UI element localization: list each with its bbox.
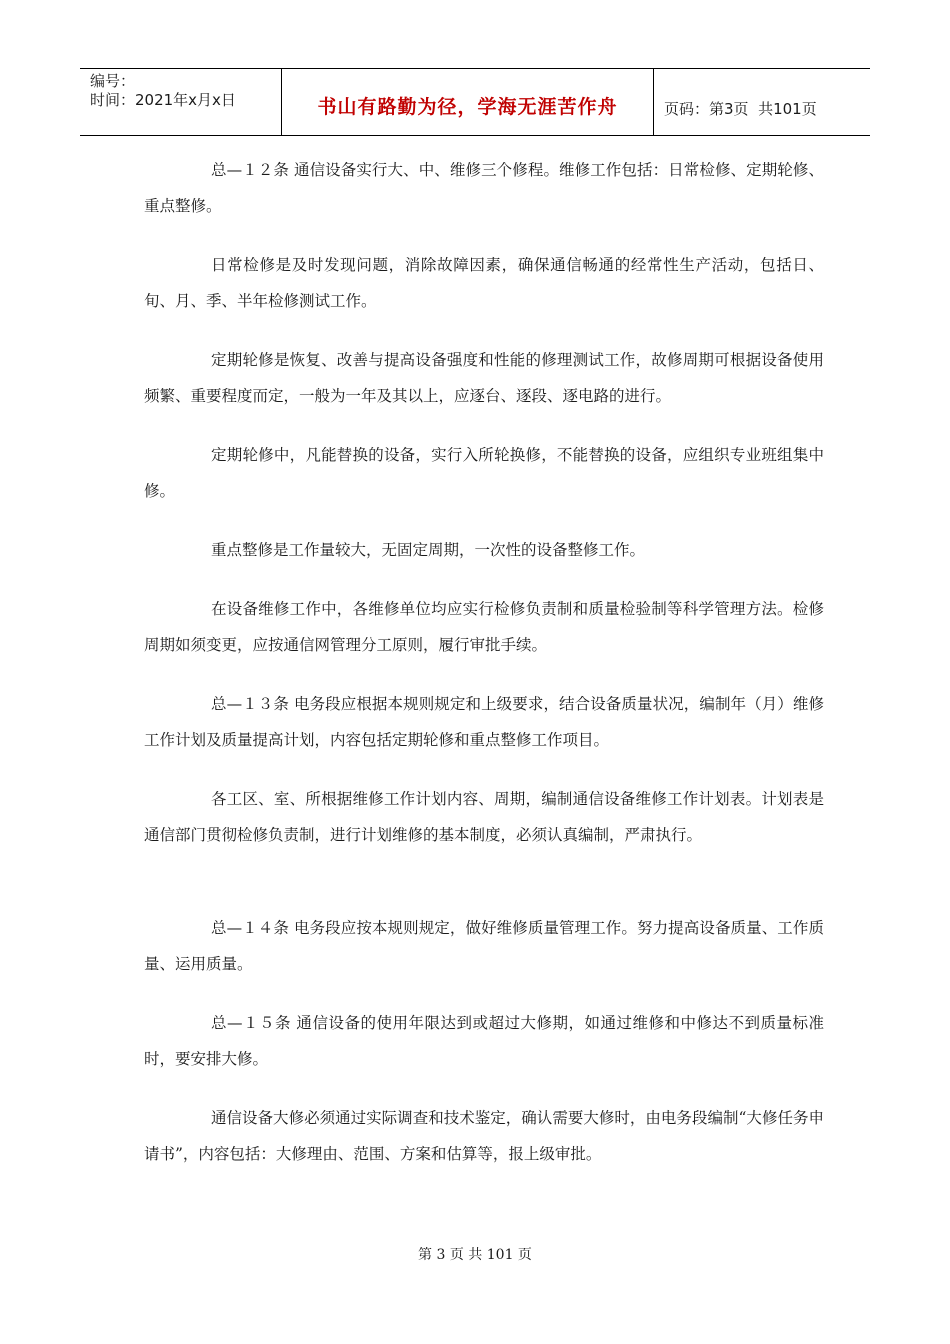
header-meta — [80, 69, 282, 135]
paragraph: 各工区、室、所根据维修工作计划内容、周期，编制通信设备维修工作计划表。计划表是通信部门贯彻检修负责制，进行计划维修的基本制度，必须认真编制，严肃执行。 — [144, 790, 824, 844]
document-date: 时间：2021年x月x日 — [90, 91, 236, 109]
document-body — [144, 152, 824, 1195]
paragraph: 总—１２条 通信设备实行大、中、维修三个修程。维修工作包括：日常检修、定期轮修、重点整修。 — [144, 161, 824, 215]
paragraph: 日常检修是及时发现问题，消除故障因素，确保通信畅通的经常性生产活动，包括日、旬、月、季、半年检修测试工作。 — [144, 256, 824, 310]
header-page-info-text: 页码：第3页 共101页 — [664, 99, 817, 118]
paragraph: 定期轮修是恢复、改善与提高设备强度和性能的修理测试工作，故修周期可根据设备使用频繁、重要程度而定，一般为一年及其以上，应逐台、逐段、逐电路的进行。 — [144, 351, 824, 405]
header-motto: 书山有路勤为径，学海无涯苦作舟 — [282, 69, 654, 135]
document-number-label: 编号： — [90, 72, 136, 90]
paragraph: 在设备维修工作中，各维修单位均应实行检修负责制和质量检验制等科学管理方法。检修周期如须变更，应按通信网管理分工原则，履行审批手续。 — [144, 600, 824, 654]
paragraph: 定期轮修中，凡能替换的设备，实行入所轮换修，不能替换的设备，应组织专业班组集中修。 — [144, 446, 824, 500]
paragraph: 通信设备大修必须通过实际调查和技术鉴定，确认需要大修时，由电务段编制“大修任务申请书”，内容包括：大修理由、范围、方案和估算等，报上级审批。 — [144, 1109, 824, 1163]
paragraph: 总—１５条 通信设备的使用年限达到或超过大修期，如通过维修和中修达不到质量标准时，要安排大修。 — [144, 1014, 824, 1068]
footer-page-number: 第 3 页 共 101 页 — [418, 1247, 532, 1263]
paragraph: 总—１４条 电务段应按本规则规定，做好维修质量管理工作。努力提高设备质量、工作质量、运用质量。 — [144, 919, 824, 973]
header-page-info — [654, 69, 870, 141]
paragraph: 总—１３条 电务段应根据本规则规定和上级要求，结合设备质量状况，编制年（月）维修工作计划及质量提高计划，内容包括定期轮修和重点整修工作项目。 — [144, 695, 824, 749]
page-header — [80, 68, 870, 136]
paragraph: 重点整修是工作量较大，无固定周期，一次性的设备整修工作。 — [211, 541, 646, 559]
page-footer — [0, 1244, 950, 1264]
